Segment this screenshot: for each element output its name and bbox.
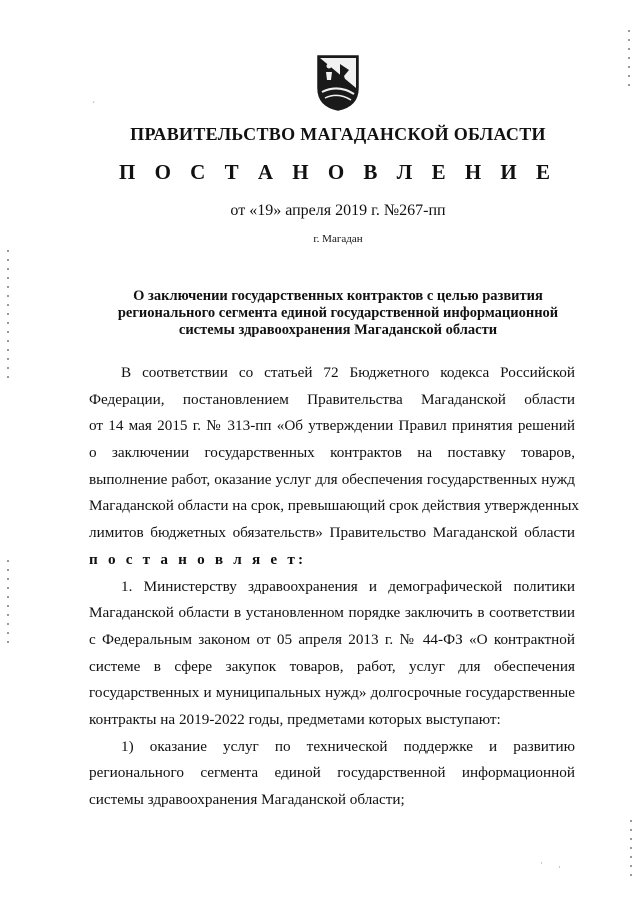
body-line: В соответствии со статьей 72 Бюджетного кодекса Российской	[121, 364, 575, 381]
body-line: Магаданской области на срок, превышающий срок действия утвержденных	[89, 497, 579, 515]
scan-margin-mark	[7, 250, 9, 380]
scan-speck: ·	[558, 862, 561, 872]
body-line: лимитов бюджетных обязательств» Правительство Магаданской области	[89, 524, 575, 542]
document-date-number: от «19» апреля 2019 г. №267-пп	[230, 202, 446, 219]
body-line: регионального сегмента единой государственной информационной	[89, 764, 575, 782]
body-line: от 14 мая 2015 г. № 313-пп «Об утверждении Правил принятия решений	[89, 417, 575, 435]
scan-margin-mark	[630, 820, 632, 880]
organization-name: ПРАВИТЕЛЬСТВО МАГАДАНСКОЙ ОБЛАСТИ	[130, 124, 546, 144]
body-line: выполнение работ, оказание услуг для обеспечения государственных нужд	[89, 470, 575, 488]
body-line: Федерации, постановлением Правительства Магаданской области	[89, 390, 575, 408]
scan-margin-mark	[7, 560, 9, 650]
body-line: с Федеральным законом от 05 апреля 2013 г. № 44-ФЗ «О контрактной	[89, 630, 575, 648]
scan-speck: ·	[540, 858, 543, 868]
body-line: системы здравоохранения Магаданской области;	[89, 791, 405, 808]
scan-margin-mark	[628, 30, 630, 90]
body-line: системе в сфере закупок товаров, работ, услуг для обеспечения	[89, 657, 575, 675]
document-city: г. Магадан	[313, 233, 363, 245]
body-line: 1. Министерству здравоохранения и демографической политики	[121, 577, 575, 595]
body-line: о заключении государственных контрактов на поставку товаров,	[89, 444, 575, 462]
body-line: Магаданской области в установленном порядке заключить в соответствии	[89, 604, 575, 622]
title-line: регионального сегмента единой государственной информационной	[117, 305, 559, 321]
body-line: государственных и муниципальных нужд» долгосрочные государственные	[89, 684, 575, 702]
document-type: П О С Т А Н О В Л Е Н И Е	[118, 160, 557, 184]
title-line: О заключении государственных контрактов с целью развития	[133, 288, 543, 304]
body-line: контракты на 2019-2022 годы, предметами которых выступают:	[89, 710, 501, 728]
title-line: системы здравоохранения Магаданской области	[178, 322, 498, 338]
scan-speck: ´	[92, 100, 95, 110]
body-line: 1) оказание услуг по технической поддержке и развитию	[121, 737, 575, 755]
resolution-word: п о с т а н о в л я е т:	[89, 550, 307, 568]
document-title	[90, 288, 586, 339]
document-body	[89, 360, 579, 814]
coat-of-arms-emblem	[316, 54, 360, 112]
